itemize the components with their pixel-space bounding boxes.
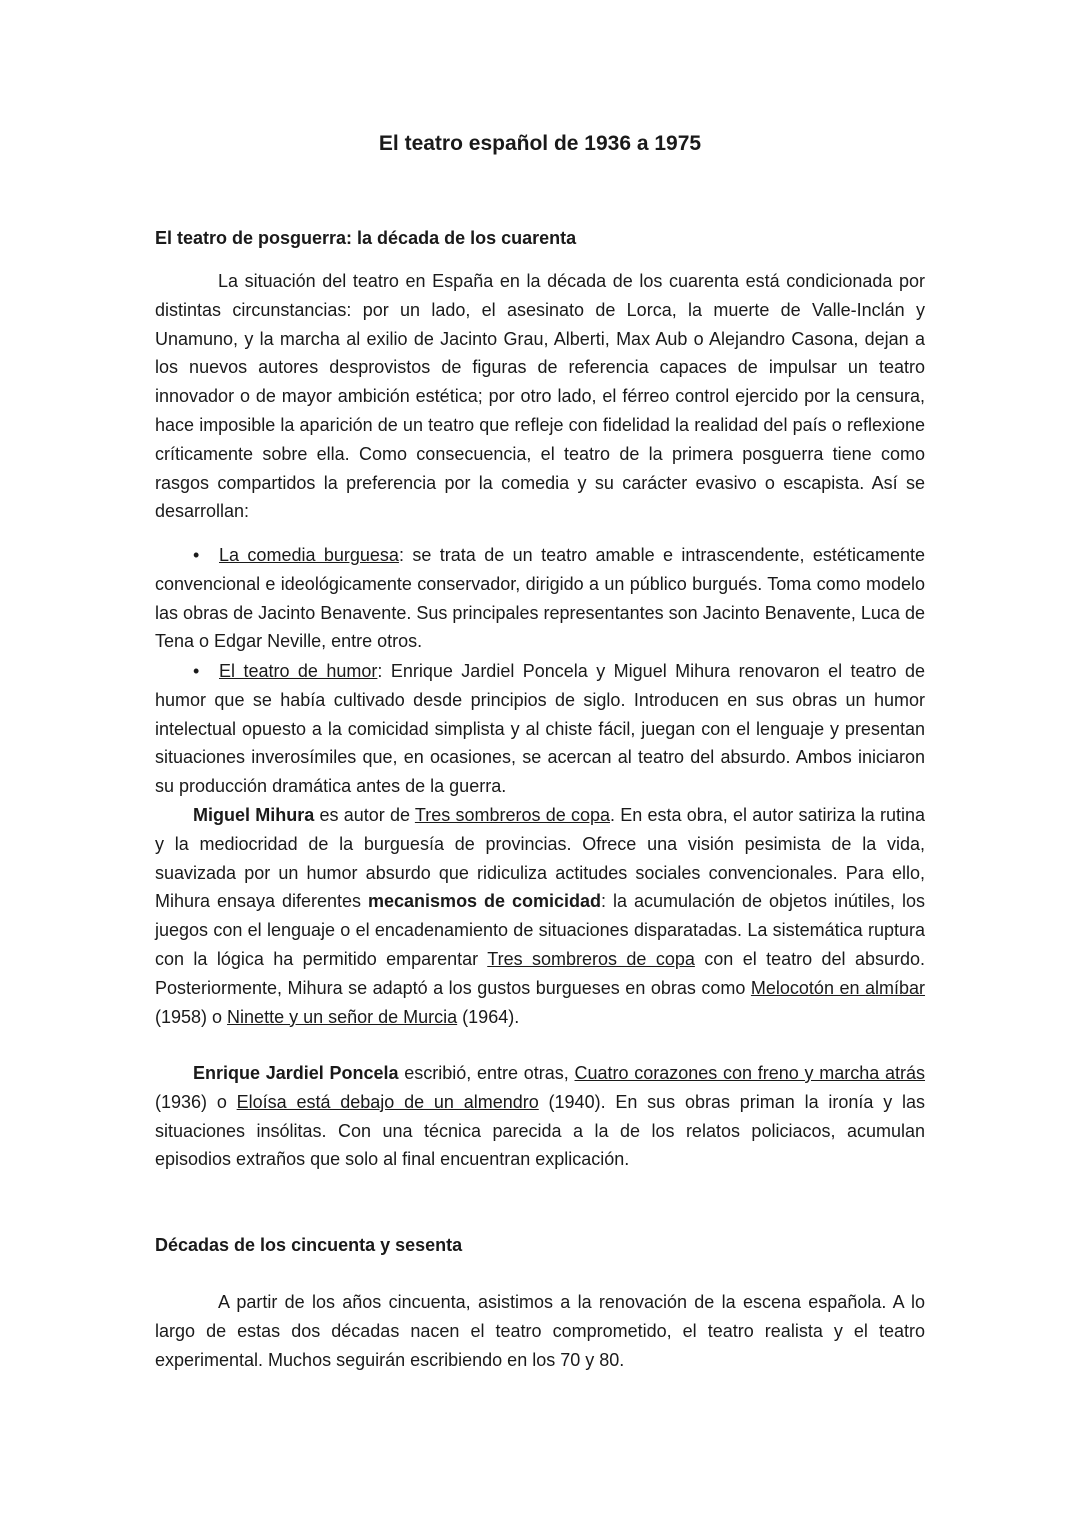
section-heading-cincuenta-sesenta: Décadas de los cincuenta y sesenta <box>155 1235 463 1255</box>
text-run: es autor de <box>314 805 415 825</box>
text-run: con el teatro del absurdo. Posteriormente, Mihura se adaptó a los gustos burgueses en obras como <box>155 948 926 998</box>
paragraph-intro-posguerra: La situación del teatro en España en la década de los cuarenta está condicionada por distintas circunstancias: por un lado, el asesinato de Lorca, la muerte de Valle-Inclán y Unamuno, y la marcha al exilio de Jacinto Grau, Alberti, Max Aub o Alejandro Casona, dejan a los nuevos autores desprovistos de figuras de referencia capaces de impulsar un teatro innovador o de mayor ambición estética; por otro lado, el férreo control ejercido por la censura, hace imposible la aparición de un teatro que refleje con fidelidad la realidad del país o reflexione críticamente sobre ella. Como consecuencia, el teatro de la primera posguerra tiene como rasgos compartidos la preferencia por la comedia y su carácter evasivo o escapista. Así se desarrollan: <box>155 271 925 522</box>
text-run: (1940). En sus obras priman la ironía y las situaciones insólitas. Con una técnica parecida a la de los relatos policiacos, acumulan episodios extraños que solo al final encuentran explicación. <box>155 1091 925 1170</box>
bullet-text-comedia: : se trata de un teatro amable e intrascendente, estéticamente convencional e ideológicamente conservador, dirigido a un público burgués. Toma como modelo las obras de Jacinto Benavente. Sus principales representantes son Jacinto Benavente, Luca de Tena o Edgar Neville, entre otros. <box>155 545 925 652</box>
work-title: Tres sombreros de copa <box>487 948 695 969</box>
bullet-icon: • <box>193 545 200 565</box>
bullet-item-teatro-humor <box>155 657 925 801</box>
section-heading-posguerra: El teatro de posguerra: la década de los cuarenta <box>155 228 577 248</box>
paragraph-intro-cincuenta: A partir de los años cincuenta, asistimos a la renovación de la escena española. A lo largo de estas dos décadas nacen el teatro comprometido, el teatro realista y el teatro experimental. Muchos seguirán escribiendo en los 70 y 80. <box>155 1292 925 1370</box>
work-title: Ninette y un señor de Murcia <box>227 1006 458 1027</box>
text-run: (1964). <box>457 1006 520 1027</box>
work-title: Tres sombreros de copa <box>414 805 610 825</box>
bullet-icon: • <box>193 661 200 681</box>
bullet-text-humor: : Enrique Jardiel Poncela y Miguel Mihura renovaron el teatro de humor que se había cultivado desde principios de siglo. Introducen en sus obras un humor intelectual opuesto a la comicidad simplista y al chiste fácil, juegan con el lenguaje y presentan situaciones inverosímiles que, en ocasiones, se acercan al teatro del absurdo. Ambos iniciaron su producción dramática antes de la guerra. <box>155 661 926 797</box>
author-name-mihura: Miguel Mihura <box>193 805 315 825</box>
bullet-item-comedia-burguesa <box>155 541 925 656</box>
text-run: . En esta obra, el autor satiriza la rutina y la mediocridad de la burguesía de provincias. Ofrece una visión pesimista de la vida, suavizada por un humor absurdo que ridiculiza actitudes sociales convencionales. Para ello, Mihura ensaya diferentes <box>155 805 925 912</box>
paragraph-mihura <box>155 801 925 1031</box>
term-teatro-humor: El teatro de humor <box>219 661 378 681</box>
text-run: : la acumulación de objetos inútiles, los juegos con el lenguaje o el encadenamiento de situaciones disparatadas. La sistemática ruptura con la lógica ha permitido emparentar <box>155 891 925 969</box>
text-run: (1936) o <box>155 1091 237 1112</box>
author-name-jardiel: Enrique Jardiel Poncela <box>193 1063 399 1083</box>
text-run: escribió, entre otras, <box>398 1063 575 1083</box>
bold-term-comicidad: mecanismos de comicidad <box>368 891 602 912</box>
document-title: El teatro español de 1936 a 1975 <box>378 132 702 155</box>
work-title: Cuatro corazones con freno y marcha atrás <box>574 1063 926 1083</box>
text-run: (1958) o <box>155 1006 228 1027</box>
term-comedia-burguesa: La comedia burguesa <box>219 545 399 565</box>
paragraph-jardiel <box>155 1059 925 1174</box>
work-title: Melocotón en almíbar <box>750 977 926 998</box>
work-title: Eloísa está debajo de un almendro <box>236 1091 539 1112</box>
